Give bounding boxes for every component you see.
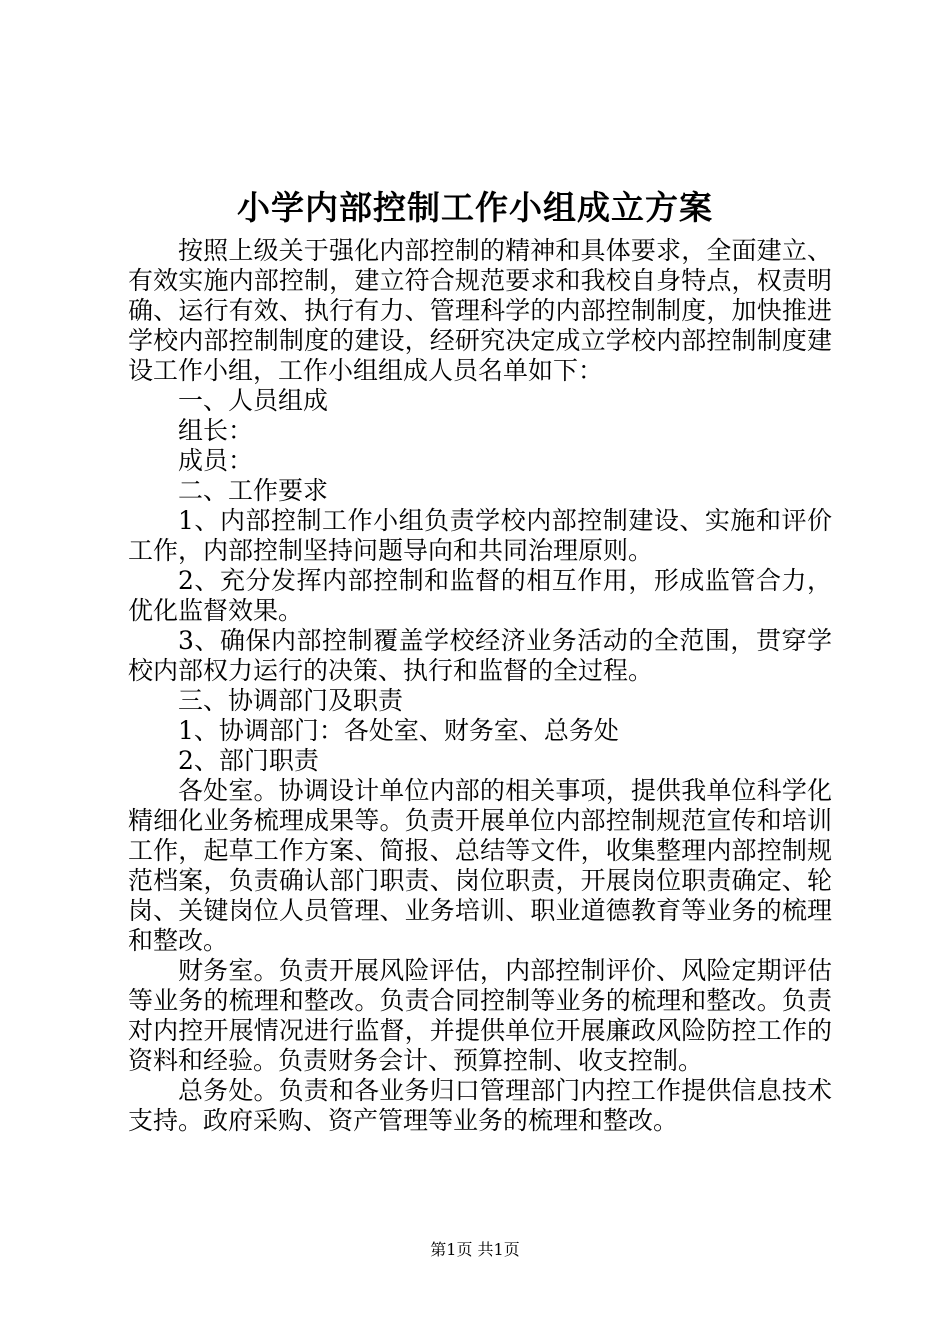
section-heading-personnel: 一、人员组成 — [178, 386, 329, 415]
page-footer: 第1页 共1页 — [430, 1240, 520, 1259]
group-leader-line: 组长： — [178, 416, 254, 445]
duty-general-affairs-paragraph: 总务处。负责和各业务归口管理部门内控工作提供信息技术支持。政府采购、资产管理等业务的梳理和整改。 — [128, 1076, 832, 1135]
duty-finance-paragraph: 财务室。负责开展风险评估，内部控制评价、风险定期评估等业务的梳理和整改。负责合同控制等业务的梳理和整改。负责对内控开展情况进行监督，并提供单位开展廉政风险防控工作的资料和经验。负责财务会计、预算控制、收支控制。 — [128, 956, 832, 1075]
departments-list: 1、协调部门：各处室、财务室、总务处 — [178, 716, 619, 745]
duty-offices-paragraph: 各处室。协调设计单位内部的相关事项，提供我单位科学化精细化业务梳理成果等。负责开展单位内部控制规范宣传和培训工作，起草工作方案、简报、总结等文件，收集整理内部控制规范档案，负责确认部门职责、岗位职责，开展岗位职责确定、轮岗、关键岗位人员管理、业务培训、职业道德教育等业务的梳理和整改。 — [128, 776, 832, 955]
section-heading-departments: 三、协调部门及职责 — [178, 686, 404, 715]
intro-paragraph: 按照上级关于强化内部控制的精神和具体要求，全面建立、有效实施内部控制，建立符合规范要求和我校自身特点，权责明确、运行有效、执行有力、管理科学的内部控制制度，加快推进学校内部控制制度的建设，经研究决定成立学校内部控制制度建设工作小组，工作小组组成人员名单如下： — [128, 236, 832, 385]
department-duties-heading: 2、部门职责 — [178, 746, 319, 775]
group-members-line: 成员： — [178, 446, 254, 475]
document-body — [128, 236, 832, 1136]
document-title: 小学内部控制工作小组成立方案 — [237, 188, 713, 227]
requirement-item-2: 2、充分发挥内部控制和监督的相互作用，形成监管合力，优化监督效果。 — [128, 566, 832, 625]
requirement-item-3: 3、确保内部控制覆盖学校经济业务活动的全范围，贯穿学校内部权力运行的决策、执行和监督的全过程。 — [128, 626, 832, 685]
requirement-item-1: 1、内部控制工作小组负责学校内部控制建设、实施和评价工作，内部控制坚持问题导向和共同治理原则。 — [128, 506, 832, 565]
section-heading-requirements: 二、工作要求 — [178, 476, 329, 505]
